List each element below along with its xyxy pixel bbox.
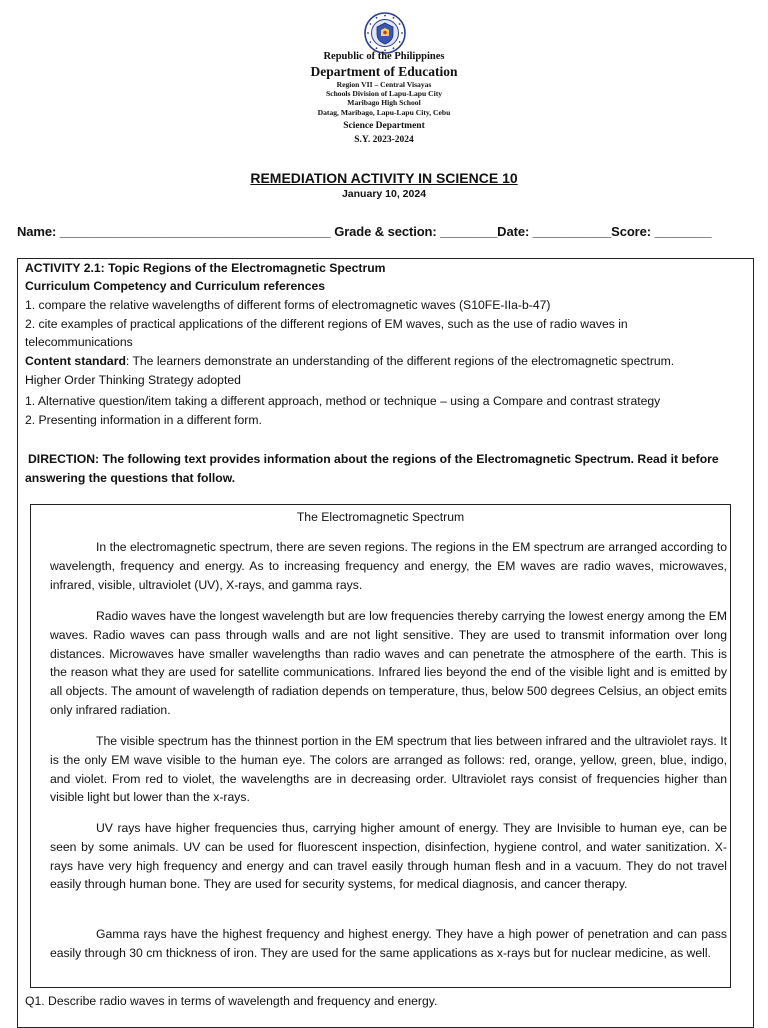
competency-2-cont: telecommunications [25, 335, 133, 349]
content-standard [25, 355, 674, 367]
school-year: S.Y. 2023-2024 [354, 135, 414, 145]
question-1: Q1. Describe radio waves in terms of wavelength and frequency and energy. [25, 994, 438, 1008]
content-standard-label: Content standard [25, 354, 126, 368]
deped-seal-icon [364, 12, 406, 54]
strategy-1: 1. Alternative question/item taking a different approach, method or technique – using a Compare and contrast strategy [25, 394, 661, 408]
competency-2: 2. cite examples of practical applications of the different regions of EM waves, such as the use of radio waves in [25, 317, 628, 331]
department-name: Science Department [343, 121, 425, 131]
direction-line-1: DIRECTION: The following text provides information about the regions of the Electromagnetic Spectrum. Read it before [28, 452, 719, 466]
reading-paragraph-1: In the electromagnetic spectrum, there are seven regions. The regions in the EM spectrum are arranged according to wavelength, frequency and energy. As to increasing frequency and energy, the EM waves are radio waves, microwaves, infrared, visible, ultraviolet (UV), X-rays, and gamma rays. [50, 540, 727, 592]
school-line: Maribago High School [347, 98, 421, 107]
reading-paragraph-4: UV rays have higher frequencies thus, carrying higher amount of energy. They are Invisible to human eye, can be seen by some animals. UV can be used for fluorescent inspection, disinfection, hygiene control, and water sanitization. X-rays have very high frequency and energy and can travel easily through human flesh and in a vacuum. They do not travel easily through human bone. They are used for security systems, for medical diagnosis, and cancer therapy. [50, 821, 727, 892]
document-title: REMEDIATION ACTIVITY IN SCIENCE 10 [250, 170, 518, 186]
activity-heading: ACTIVITY 2.1: Topic Regions of the Electromagnetic Spectrum [25, 261, 386, 275]
address-line: Datag, Maribago, Lapu-Lapu City, Cebu [317, 108, 451, 117]
reading-paragraph-3: The visible spectrum has the thinnest portion in the EM spectrum that lies between infrared and the ultraviolet rays. It is the only EM wave visible to the human eye. The colors are arranged as follows: red, orange, yellow, green, blue, indigo, and violet. From red to violet, the wavelengths are in decreasing order. Ultraviolet rays consist of frequencies higher than visible light but lower than the x-rays. [50, 734, 727, 805]
hots-heading: Higher Order Thinking Strategy adopted [25, 373, 241, 387]
strategy-2: 2. Presenting information in a different form. [25, 413, 262, 427]
republic-line: Republic of the Philippines [323, 51, 445, 62]
document-date: January 10, 2024 [341, 188, 427, 200]
region-line: Region VII – Central Visayas [336, 80, 432, 89]
reading-paragraph-2: Radio waves have the longest wavelength but are low frequencies thereby carrying the lowest energy among the EM waves. Radio waves can pass through walls and are not light sensitive. They are used to transmit information over long distances. Microwaves have smaller wavelengths than radio waves and can penetrate the atmosphere of the earth. This is the reason what they are used for satellite communications. Infrared lies beyond the end of the visible light and is emitted by all objects. The amount of wavelength of radiation depends on temperature, thus, below 500 degrees Celsius, an object emits only infrared radiation. [50, 609, 727, 717]
department-line: Department of Education [310, 64, 458, 79]
content-standard-text: : The learners demonstrate an understanding of the different regions of the electromagnetic spectrum. [125, 354, 675, 368]
reading-title: The Electromagnetic Spectrum [296, 510, 465, 524]
division-line: Schools Division of Lapu-Lapu City [325, 89, 443, 98]
reading-paragraph-5: Gamma rays have the highest frequency and highest energy. They have a high power of penetration and can pass easily through 30 cm thickness of iron. They are used for the same applications as x-rays but for nuclear medicine, as well. [50, 927, 727, 960]
competency-1: 1. compare the relative wavelengths of different forms of electromagnetic waves (S10FE-IIa-b-47) [25, 298, 551, 312]
direction-line-2: answering the questions that follow. [25, 471, 236, 485]
curriculum-heading: Curriculum Competency and Curriculum references [25, 279, 326, 293]
student-info-line: Name: ______________________________________ Grade & section: ________Date: ___________Score: ________ [17, 224, 712, 239]
